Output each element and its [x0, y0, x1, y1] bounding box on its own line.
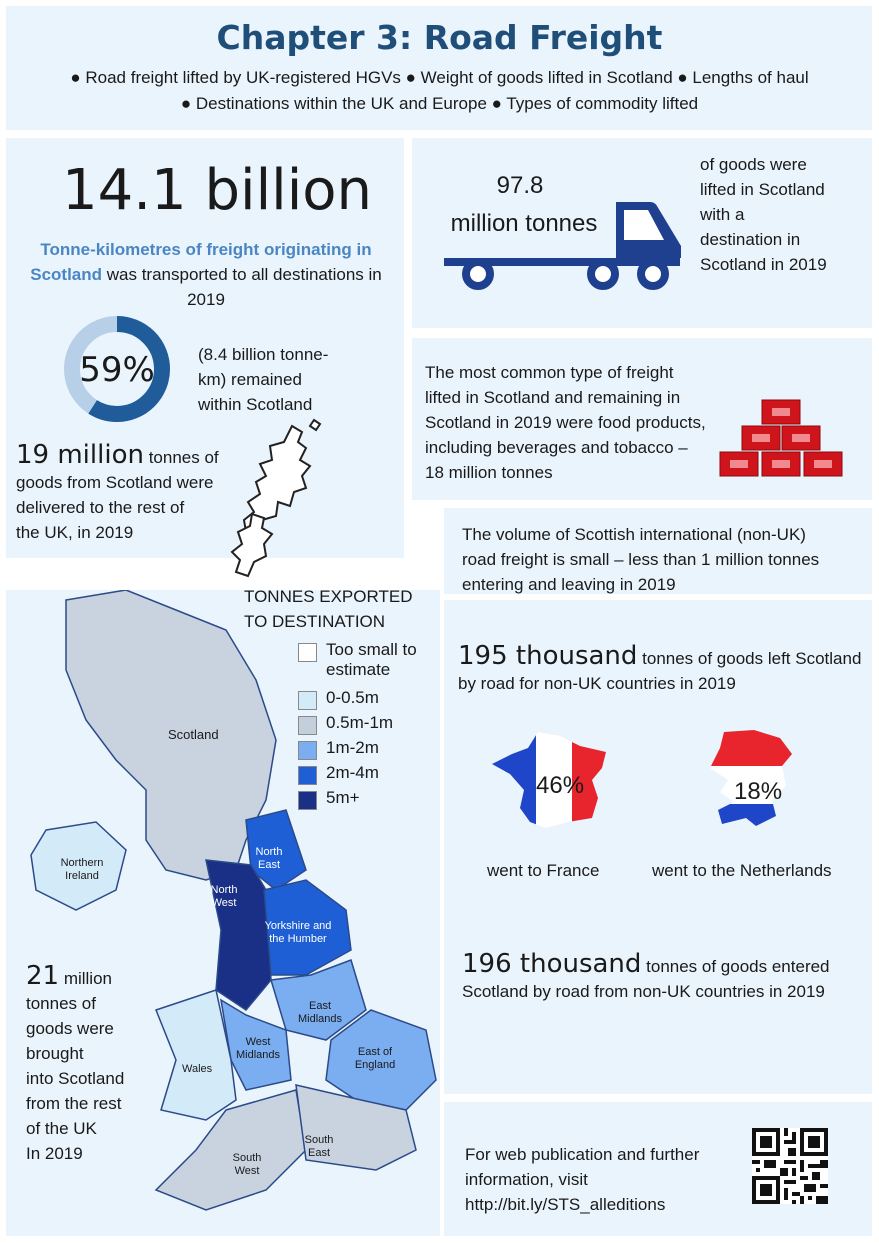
region-label-east-of-england: East of England	[354, 1046, 396, 1071]
donut-caption	[198, 342, 398, 417]
page-title: Chapter 3: Road Freight	[216, 18, 663, 57]
legend-label: 0-0.5m	[326, 688, 379, 707]
region-label-south-east: South East	[304, 1134, 334, 1159]
brought-line6: from the rest	[26, 1094, 122, 1113]
left-scotland-text	[458, 641, 868, 696]
delivered-line3: delivered to the rest of	[16, 498, 185, 517]
commodity-line1: The most common type of freight	[425, 363, 674, 382]
topic-list-line2: ● Destinations within the UK and Europe ● Types of commodity lifted	[180, 94, 699, 113]
qr-code-icon[interactable]	[752, 1128, 828, 1204]
brought-line4: brought	[26, 1044, 84, 1063]
brought-line5: into Scotland	[26, 1069, 125, 1088]
legend-label-continued: estimate	[326, 660, 391, 679]
legend-label: 2m-4m	[326, 763, 379, 782]
footer-text	[465, 1142, 745, 1217]
legend-swatch	[298, 716, 317, 735]
region-label-scotland: Scotland	[168, 727, 219, 742]
left-scotland-amount: 195 thousand	[458, 641, 638, 671]
footer-link[interactable]: http://bit.ly/STS_alleditions	[465, 1195, 666, 1214]
netherlands-caption: went to the Netherlands	[652, 861, 832, 880]
delivered-line4: the UK, in 2019	[16, 523, 134, 542]
truck-icon	[438, 196, 688, 296]
entered-amount: 196 thousand	[462, 949, 642, 979]
commodity-text	[425, 360, 745, 485]
legend-title-line2: TO DESTINATION	[244, 612, 386, 631]
footer-line2: information, visit	[465, 1170, 588, 1189]
tonne-km-value: 14.1 billion	[62, 158, 373, 223]
brought-amount: 21	[26, 961, 60, 991]
entered-text	[462, 949, 862, 1004]
international-line3: entering and leaving in 2019	[462, 575, 676, 594]
region-label-yorkshire: Yorkshire and the Humber	[264, 920, 332, 945]
brought-line7: of the UK	[26, 1119, 97, 1138]
legend-label: 0.5m-1m	[326, 713, 394, 732]
brought-block	[26, 961, 166, 1166]
legend-title-line1: TONNES EXPORTED	[244, 587, 413, 606]
brought-unit: million	[59, 969, 112, 988]
left-scotland-rest: tonnes of goods left Scotland	[637, 649, 862, 668]
region-label-east-midlands: East Midlands	[297, 1000, 343, 1025]
commodity-line2: lifted in Scotland and remaining in	[425, 388, 681, 407]
lifted-desc1: of goods were	[700, 155, 807, 174]
delivered-line2: goods from Scotland were	[16, 473, 214, 492]
commodity-line4: including beverages and tobacco –	[425, 438, 688, 457]
legend-swatch	[298, 691, 317, 710]
legend-label: 1m-2m	[326, 738, 379, 757]
france-caption: went to France	[487, 861, 600, 880]
lifted-desc2: lifted in Scotland	[700, 180, 825, 199]
region-label-north-east: North East	[255, 846, 283, 871]
tonne-km-highlight: Tonne-kilometres of freight originating in Scotland	[30, 240, 372, 284]
entered-line2: Scotland by road from non-UK countries in 2019	[462, 982, 825, 1001]
legend-swatch	[298, 791, 317, 810]
netherlands-percent: 18%	[734, 778, 783, 805]
commodity-line5: 18 million tonnes	[425, 463, 553, 482]
lifted-desc3: with a	[700, 205, 745, 224]
lifted-desc4: destination in	[700, 230, 801, 249]
tonne-km-rest: was transported to all destinations in 2019	[102, 265, 382, 309]
region-label-south-west: South West	[232, 1152, 262, 1177]
lifted-amount-line2: million tonnes	[450, 210, 598, 237]
international-text	[462, 522, 862, 597]
lifted-description	[700, 152, 865, 277]
region-label-north-west: North West	[210, 884, 238, 909]
donut-caption-line2: km) remained	[198, 370, 302, 389]
donut-percent: 59%	[79, 350, 155, 390]
legend-swatch	[298, 741, 317, 760]
tonne-km-description	[16, 237, 396, 312]
delivered-block	[16, 440, 256, 545]
region-label-west-midlands: West Midlands	[235, 1036, 281, 1061]
delivered-unit: tonnes of	[143, 448, 219, 467]
region-label-northern-ireland: Northern Ireland	[60, 857, 104, 882]
legend-swatch	[298, 766, 317, 785]
legend-title	[244, 584, 434, 634]
donut-caption-line1: (8.4 billion tonne-	[198, 345, 329, 364]
donut-caption-line3: within Scotland	[198, 395, 313, 414]
lifted-desc5: Scotland in 2019	[700, 255, 827, 274]
left-scotland-line2: by road for non-UK countries in 2019	[458, 674, 736, 693]
international-line1: The volume of Scottish international (non-UK)	[462, 525, 806, 544]
entered-rest: tonnes of goods entered	[641, 957, 830, 976]
brought-line3: goods were	[26, 1019, 114, 1038]
france-percent: 46%	[536, 772, 585, 799]
legend-label: Too small to	[326, 640, 417, 659]
legend-label: 5m+	[326, 788, 360, 807]
brought-line2: tonnes of	[26, 994, 96, 1013]
footer-line1: For web publication and further	[465, 1145, 700, 1164]
commodity-line3: Scotland in 2019 were food products,	[425, 413, 706, 432]
topic-list-line1: ● Road freight lifted by UK-registered HGVs ● Weight of goods lifted in Scotland ● Lengths of haul	[70, 68, 809, 87]
international-line2: road freight is small – less than 1 million tonnes	[462, 550, 820, 569]
region-label-wales: Wales	[182, 1063, 213, 1075]
legend-swatch	[298, 643, 317, 662]
scotland-outline-icon	[222, 418, 332, 588]
lifted-amount-line1: 97.8	[496, 172, 544, 199]
delivered-amount: 19 million	[16, 440, 144, 470]
brought-line8: In 2019	[26, 1144, 83, 1163]
boxes-icon	[718, 398, 848, 478]
